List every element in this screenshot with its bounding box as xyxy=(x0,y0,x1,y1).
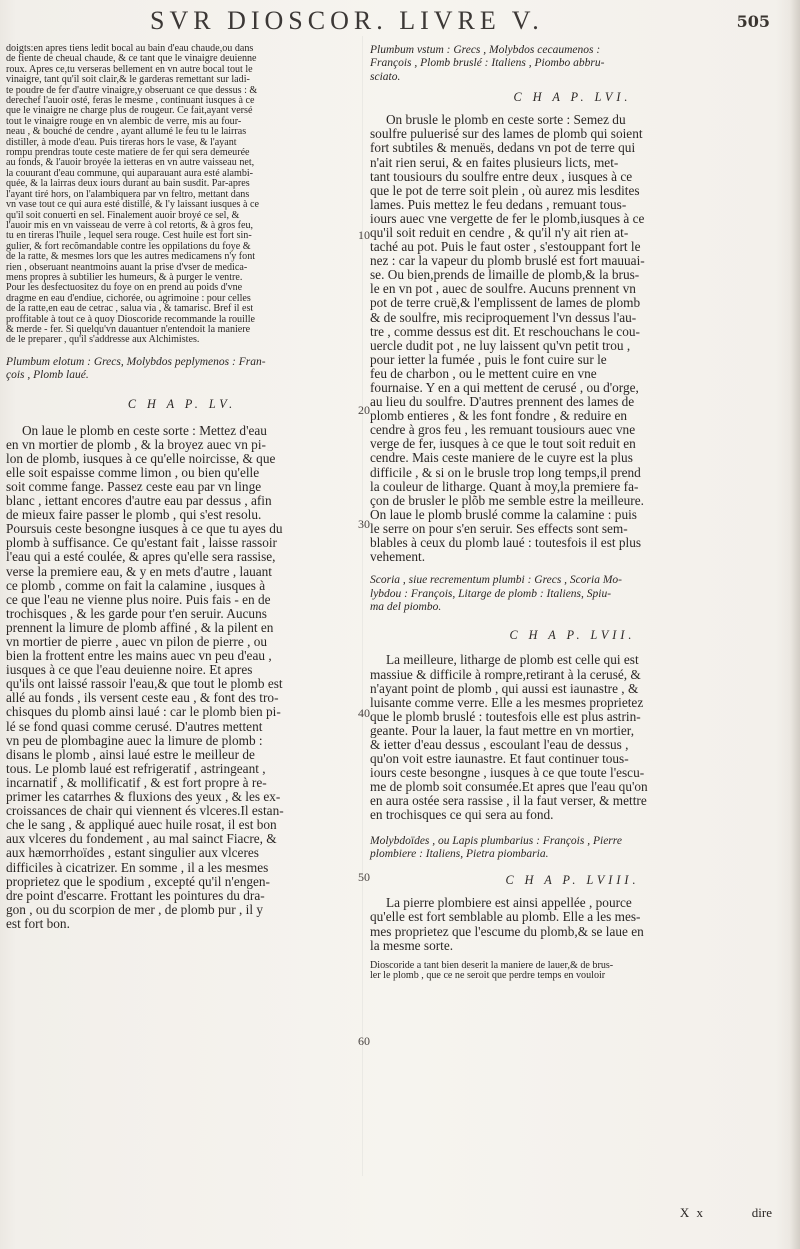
text-line: roux. Apres ce,tu verseras bellement en vn autre bocal tout le xyxy=(6,63,253,75)
text-line: quée, & la lairras deux iours durant au bain susdit. Par-apres xyxy=(6,178,250,190)
text-line: On brusle le plomb en ceste sorte : Semez du xyxy=(385,112,626,128)
text-line: rien , obseruant neantmoins auant la prise d'vser de medica- xyxy=(6,261,248,273)
text-line: tre , comme dessus est dit. Et reschouchans le cou- xyxy=(370,323,640,339)
text-line: blables à ceux du plomb laué : toutesfois il est plus xyxy=(370,535,642,551)
text-line: geante. Pour la lauer, la faut mettre en vn mortier, xyxy=(370,722,635,738)
heading-plumbum-elotum xyxy=(6,356,358,383)
heading-line: plombiere : Italiens, Pietra piombaria. xyxy=(370,847,549,860)
text-line: cendre à gros feu , les remuant tousiours auec vne xyxy=(370,422,636,438)
heading-molybdoides xyxy=(370,835,775,862)
text-line: croissances de chair qui viennent és vlceres.Il estan- xyxy=(6,803,284,819)
text-line: ce que l'eau ne vienne plus noire. Puis fais - en de xyxy=(6,591,271,607)
text-line: l'ayant tiré hors, on l'alambiquera par vn feltro, mettant dans xyxy=(6,188,250,200)
text-line: qu'elle est fort semblable au plomb. Elle a les mes- xyxy=(370,909,641,925)
text-line: vn mortier de pierre , auec vn pilon de pierre , ou xyxy=(6,634,268,649)
text-line: iusques à ce que l'eau deuienne noire. Et apres xyxy=(6,662,253,678)
text-line: que le pot de terre soit plein , où aurez mis lesdites xyxy=(370,182,640,198)
text-line: soulfre puluerisé sur des lames de plomb qui soient xyxy=(370,126,643,142)
text-line: ler le plomb , que ce ne seroit que perdre temps en vouloir xyxy=(370,970,606,982)
text-line: verse la premiere eau, & y en mets d'autre , lauant xyxy=(6,563,273,579)
heading-line: ma del piombo. xyxy=(370,601,442,614)
text-line: feu de charbon , ou le mettent cuire en vne xyxy=(370,365,597,381)
text-line: le en vn pot , auec de soulfre. Aucuns prennent vn xyxy=(370,281,636,297)
paragraph xyxy=(370,961,775,982)
line-number: 10 xyxy=(358,228,370,242)
text-line: Poursuis ceste besongne iusques à ce que tu ayes du xyxy=(6,521,283,537)
text-line: blanc , iettant encores d'autre eau par dessus , afin xyxy=(6,493,272,509)
paragraph xyxy=(370,896,775,952)
right-body-text-1 xyxy=(370,113,775,564)
heading-line: Molybdoïdes , ou Lapis plumbarius : François , Pierre xyxy=(370,834,622,847)
column-gutter xyxy=(362,36,363,1176)
left-column xyxy=(6,44,358,931)
line-number: 20 xyxy=(358,403,370,417)
text-line: La meilleure, litharge de plomb est celle qui est xyxy=(385,652,639,668)
heading-line: çois , Plomb laué. xyxy=(6,369,89,382)
text-line: aux vlceres du fondement , au mal sainct Fiacre, & xyxy=(6,831,277,847)
paragraph xyxy=(370,653,775,822)
text-line: qu'on voit estre iaunastre. Et faut continuer tous- xyxy=(370,751,629,767)
text-line: fort subtiles & menuës, dedans vn pot de terre qui xyxy=(370,140,636,156)
text-line: difficiles à cicatrizer. En somme , il a les mesmes xyxy=(6,859,269,875)
text-line: vinaigre, tant qu'il soit clair,& le garderas remettant sur ladi- xyxy=(6,74,250,86)
text-line: distiller, à mode d'eau. Puis tireras hors le vase, & l'ayant xyxy=(6,136,237,148)
text-line: la couleur de litharge. Quant à moy,la premiere fa- xyxy=(370,478,639,494)
text-line: qu'il soit conuerti en sel. Finalement auoir broyé ce sel, & xyxy=(6,209,240,221)
text-line: rompu prendras toute ceste matiere de fer qui sera demeurée xyxy=(6,147,250,159)
text-line: soit comme fange. Passez ceste eau par vn linge xyxy=(6,478,262,494)
text-line: n'ait rien serui, & en faites plusieurs licts, met- xyxy=(370,154,619,170)
text-line: le serre on pour s'en seruir. Ses effects sont sem- xyxy=(370,520,628,536)
text-line: trochisques , & les garde pour t'en seruir. Aucuns xyxy=(6,605,267,621)
text-line: La pierre plombiere est ainsi appellée , pource xyxy=(385,895,632,911)
text-line: en trochisques ce qui sera au fond. xyxy=(370,807,554,823)
text-line: aux hæmorrhoïdes , estant singulier aux vlceres xyxy=(6,845,259,861)
text-line: qu'ils ont laissé rassoir l'eau,& que tout le plomb est xyxy=(6,676,283,692)
text-line: n'ayant point de plomb , qui aussi est iaunastre , & xyxy=(370,680,639,696)
text-line: de fiente de cheual chaude, & ce tant que le vinaigre deuienne xyxy=(6,53,257,65)
text-line: dragme en eau d'endiue, cichorée, ou agrimoine : pour celles xyxy=(6,292,251,304)
text-line: la couurant d'eau commune, qui auparauant aura esté alambi- xyxy=(6,167,254,179)
text-line: Dioscoride a tant bien deserit la maniere de lauer,& de brus- xyxy=(370,959,614,971)
text-line: lames. Puis mettez le feu dedans , remuant tous- xyxy=(370,196,627,212)
text-line: chisques du plomb ainsi laué : car le plomb bien pi- xyxy=(6,704,281,720)
heading-line: Scoria , siue recrementum plumbi : Grecs , Scoria Mo- xyxy=(370,574,622,587)
heading-line: Plumbum vstum : Grecs , Molybdos cecaumenos : xyxy=(370,44,601,56)
text-line: gulier, & fort recõmandable contre les oppilations du foye & xyxy=(6,240,251,252)
text-line: nez : car la vapeur du plomb bruslé est fort mauuai- xyxy=(370,253,645,269)
text-line: que le plomb bruslé : toutesfois elle est plus astrin- xyxy=(370,708,641,724)
text-line: gon , ou du scorpion de mer , de plomb pur , il y xyxy=(6,901,264,917)
text-line: doigts:en apres tiens ledit bocal au bain d'eau chaude,ou dans xyxy=(6,43,254,54)
text-line: luisante comme verre. Elle a les mesmes proprietez xyxy=(370,694,644,710)
text-line: lon de plomb, iusques à ce qu'elle noircisse, & que xyxy=(6,450,276,466)
heading-plumbum-vstum xyxy=(370,44,775,84)
text-line: primer les catarrhes & fluxions des yeux , & les ex- xyxy=(6,789,281,805)
text-line: allé au fonds , ils versent ceste eau , & font des tro- xyxy=(6,690,279,706)
text-line: en vn mortier de plomb , & la broyez auec vn pi- xyxy=(6,436,266,452)
text-line: uercle dudit pot , ne luy laissent qu'vn petit trou , xyxy=(370,337,631,353)
text-line: çon de brusler le plõb me semble estre la meilleure. xyxy=(370,492,644,508)
text-line: proprietez que le spodium , excepté qu'il n'engen- xyxy=(6,873,270,889)
text-line: proffitable à tout ce à quoy Dioscoride recommande la rouille xyxy=(6,313,255,325)
text-line: Pour les desfectuositez du foye on en prend au poids d'vne xyxy=(6,282,243,294)
catchword: dire xyxy=(751,1205,772,1220)
text-line: pot de terre cruë,& l'emplissent de lames de plomb xyxy=(370,295,641,311)
left-body-text xyxy=(6,424,358,931)
folio-number: 505 xyxy=(736,12,770,31)
right-body-text-2 xyxy=(370,653,775,822)
text-line: prennent la limure de plomb affiné , & la pilent en xyxy=(6,619,274,635)
text-line: taché au pot. Puis le faut oster , s'estouppant fort le xyxy=(370,239,641,255)
text-line: mens propres à subtilier les humeurs, & à purger le ventre. xyxy=(6,271,243,283)
text-line: l'auoir mis en vn vaisseau de verre à col retorts, & à gros feu, xyxy=(6,219,254,231)
chapter-heading-lvi: C H A P. LVI. xyxy=(513,90,632,105)
text-line: ce plomb , comme on fait la calamine , iusques à xyxy=(6,577,266,593)
text-line: iours ceste besongne , iusques à ce que toute l'escu- xyxy=(370,765,645,781)
text-line: neau , & bouché de cendre , ayant allumé le feu tu le lairras xyxy=(6,126,247,138)
text-line: tous. Le plomb laué est refrigeratif , astringeant , xyxy=(6,760,266,776)
line-number: 30 xyxy=(358,517,370,531)
paragraph xyxy=(6,424,358,931)
text-line: On laue le plomb en ceste sorte : Mettez d'eau xyxy=(21,422,267,438)
text-line: est fort bon. xyxy=(6,915,70,931)
text-line: & merde - fer. Si quelqu'vn dauantuer n'entendoit la maniere xyxy=(6,323,251,335)
left-paragraph-1 xyxy=(6,44,358,346)
text-line: de la ratte, & mesmes lors que les autres medicamens n'y font xyxy=(6,251,256,263)
right-column xyxy=(370,44,775,982)
text-line: pour ietter la fumée , puis le font cuire sur le xyxy=(370,351,607,367)
text-line: te poudre de fer d'autre vinaigre,y obseruant ce que dessus : & xyxy=(6,84,258,96)
text-line: lé se fond quasi comme cerusé. D'autres mettent xyxy=(6,718,263,734)
text-line: cendre. Mais ceste maniere de le cuyre est la plus xyxy=(370,450,633,466)
line-number: 60 xyxy=(358,1034,370,1048)
text-line: mes proprietez que l'escume du plomb,& se laue en xyxy=(370,923,644,939)
text-line: bien la frottent entre les mains auec vn peu d'eau , xyxy=(6,648,272,664)
text-line: vn peu de plombagine auec la limure de plomb : xyxy=(6,732,263,748)
heading-scoria xyxy=(370,574,775,614)
text-line: qu'il soit reduit en cendre , & qu'il n'y ait rien at- xyxy=(370,224,629,240)
text-line: en aura ostée sera rassise , il la faut verser, & mettre xyxy=(370,793,647,809)
text-line: dre point d'escarre. Frottant les pointures du dra- xyxy=(6,887,265,903)
text-line: iours auec vne vergette de fer le plomb,iusques à ce xyxy=(370,210,645,226)
heading-line: lybdou : François, Litarge de plomb : Italiens, Spiu- xyxy=(370,587,612,600)
text-line: plomb à suffisance. Ce qu'estant fait , laisse rassoir xyxy=(6,535,277,551)
line-number: 40 xyxy=(358,706,370,720)
text-line: massiue & difficile à rompre,retirant à la cerusé, & xyxy=(370,666,641,682)
page-edge-shadow xyxy=(790,0,800,1249)
right-body-text-3 xyxy=(370,896,775,952)
text-line: tu en tireras l'huile , lequel sera rouge. Cest huile est fort sin- xyxy=(6,230,252,242)
text-line: vn vase tout ce qui aura esté distillé, & l'y laissant iusques à ce xyxy=(6,199,259,211)
text-line: verge de fer, iusques à ce que le tout soit reduit en xyxy=(370,436,636,452)
text-line: disans le plomb , ainsi laué estre le meilleur de xyxy=(6,746,255,762)
paragraph xyxy=(6,44,358,346)
text-line: se. Ou bien,prends de limaille de plomb,& la brus- xyxy=(370,267,640,283)
heading-line: sciato. xyxy=(370,70,401,83)
text-line: che le sang , & appliqué auec huile rosat, il est bon xyxy=(6,817,277,833)
text-line: & de soulfre, mis reciproquement l'vn dessus l'au- xyxy=(370,309,637,325)
text-line: elle soit espaisse comme limon , ou bien qu'elle xyxy=(6,464,260,480)
heading-line: François , Plomb bruslé : Italiens , Piombo abbru- xyxy=(370,57,605,70)
text-line: vehement. xyxy=(370,549,426,565)
text-line: de mieux faire passer le plomb , qui s'est resolu. xyxy=(6,507,262,523)
chapter-heading-lv: C H A P. LV. xyxy=(127,396,237,411)
running-head: SVR DIOSCOR. LIVRE V. xyxy=(150,6,544,35)
text-line: que le vinaigre ne charge plus de rougeur. Ce fait,ayant versé xyxy=(6,105,253,117)
text-line: plomb entieres , & les font fondre , & reduire en xyxy=(370,408,627,424)
footnote-text xyxy=(370,961,775,982)
chapter-heading-lviii: C H A P. LVIII. xyxy=(505,873,640,888)
text-line: & ietter d'eau dessus , escoulant l'eau de dessus , xyxy=(370,737,629,752)
text-line: de la ratte,en eau de cetrac , salua via , & tamarisc. Bref il est xyxy=(6,303,254,315)
heading-line: Plumbum elotum : Grecs, Molybdos peplymenos : Fran- xyxy=(6,355,266,368)
line-number: 50 xyxy=(358,870,370,884)
text-line: derechef l'auoir osté, feras le mesme , continuant iusques à ce xyxy=(6,95,255,107)
signature-mark: X x xyxy=(679,1205,705,1220)
text-line: de le preparer , qu'il s'addresse aux Alchimistes. xyxy=(6,334,200,346)
paragraph xyxy=(370,113,775,564)
text-line: incarnatif , & mollificatif , & est fort propre à re- xyxy=(6,774,267,790)
text-line: l'eau qui a esté coulée, & apres qu'elle sera rassise, xyxy=(6,549,276,565)
text-line: On laue le plomb bruslé comme la calamine : puis xyxy=(370,506,637,522)
text-line: au fonds, & l'auoir broyée la ietteras en vn autre vaisseau net, xyxy=(6,157,255,169)
text-line: tant tousiours du soulfre entre deux , iusques à ce xyxy=(370,168,633,184)
text-line: la mesme sorte. xyxy=(370,937,454,953)
text-line: fournaise. Y en a qui mettent de cerusé , ou d'orge, xyxy=(370,380,639,395)
text-line: difficile , & si on le brusle trop long temps,il prend xyxy=(370,464,641,480)
chapter-heading-lvii: C H A P. LVII. xyxy=(509,628,636,643)
text-line: me de plomb soit consumée.Et apres que l'eau qu'on xyxy=(370,779,648,795)
text-line: tout le vinaigre rouge en vn alembic de verre, mis au four- xyxy=(6,115,242,127)
text-line: au lieu du soulfre. D'autres prennent des lames de xyxy=(370,394,635,410)
